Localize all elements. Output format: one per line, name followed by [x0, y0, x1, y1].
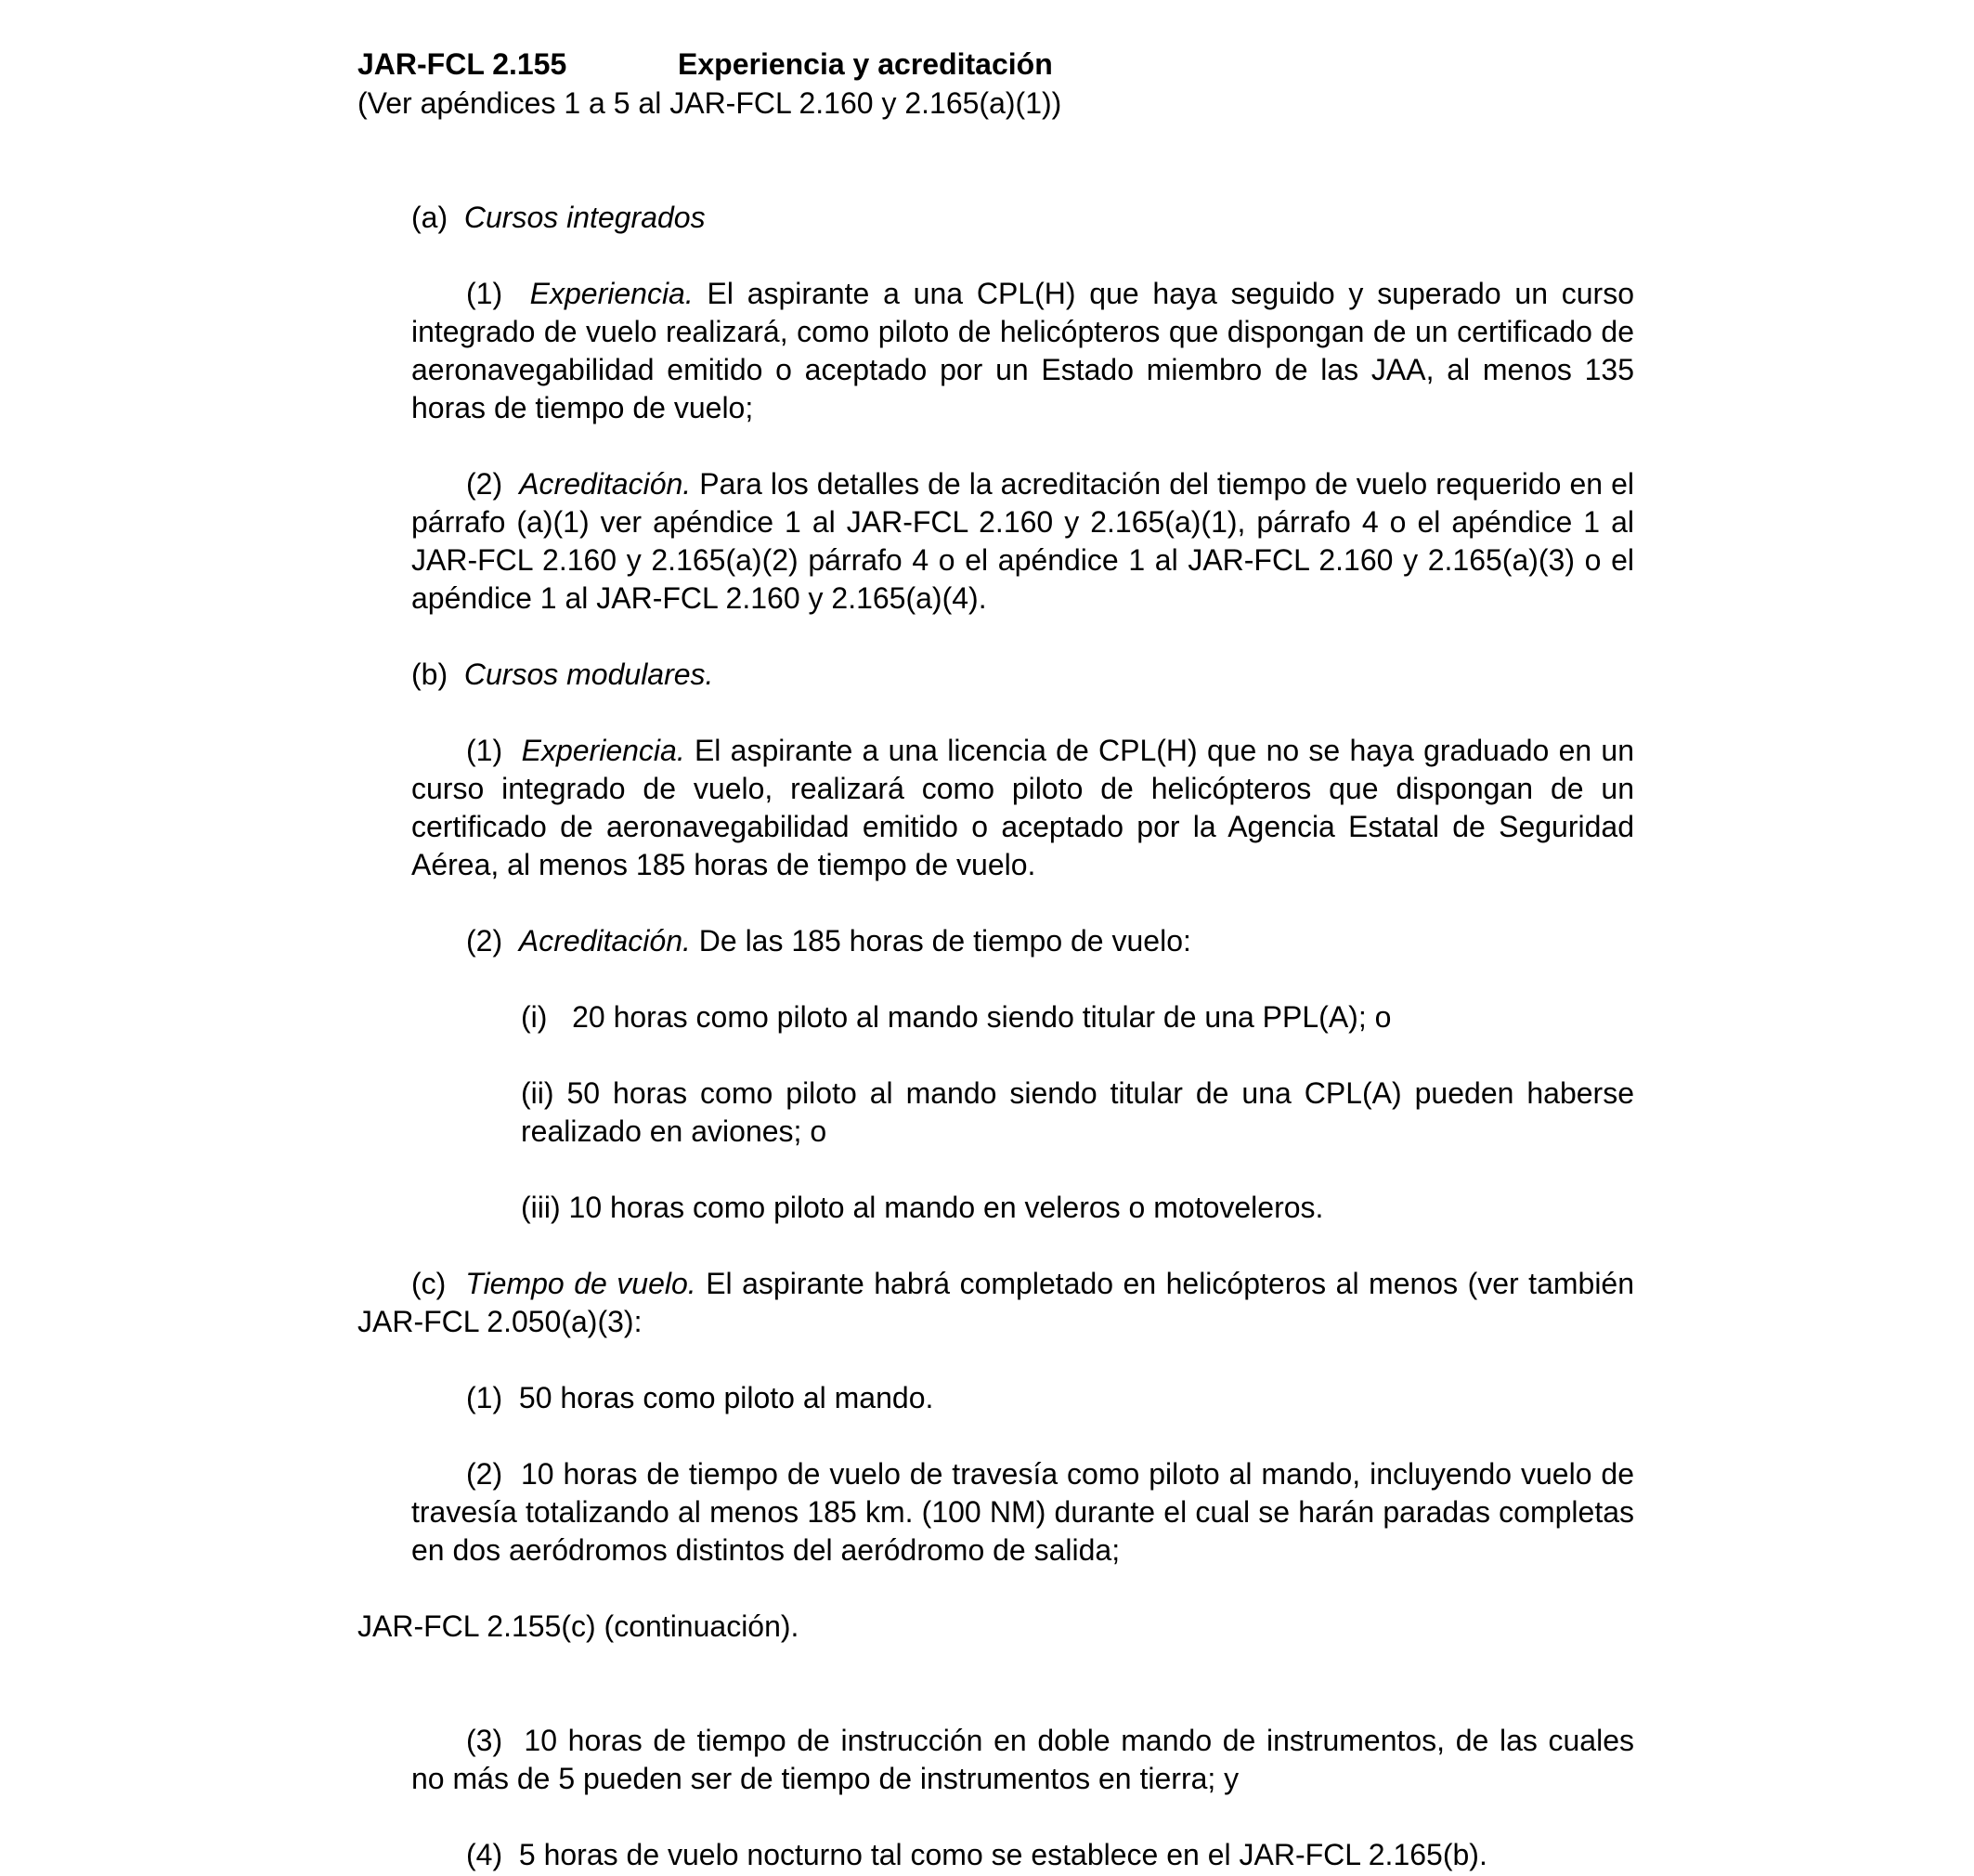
- subitem-text: 50 horas como piloto al mando siendo titular de una CPL(A) pueden haberse realizado en aviones; o: [521, 1076, 1635, 1148]
- paragraph-c1: [466, 1379, 1634, 1417]
- document-body: [357, 45, 1634, 1874]
- subsection-c-marker: (c): [411, 1267, 447, 1300]
- subsection-c-text: El aspirante habrá completado en helicópteros al menos (ver también JAR-FCL 2.050(a)(3):: [357, 1267, 1635, 1338]
- section-code: JAR-FCL 2.155: [357, 47, 567, 81]
- paragraph-b2: [466, 922, 1634, 960]
- subitem-text: 10 horas como piloto al mando en veleros o motoveleros.: [568, 1191, 1324, 1224]
- paragraph-a2-title: Acreditación.: [519, 467, 692, 501]
- paragraph-c-marker: (3): [466, 1724, 503, 1757]
- paragraph-b1: [411, 732, 1634, 884]
- paragraph-c-marker: (1): [466, 1381, 503, 1414]
- subitem-b2-ii: [521, 1075, 1634, 1151]
- paragraph-c-text: 10 horas de tiempo de instrucción en doble mando de instrumentos, de las cuales no más de 5 pueden ser de tiempo de instrumentos en tierra; y: [411, 1724, 1635, 1795]
- subitem-text: 20 horas como piloto al mando siendo titular de una PPL(A); o: [572, 1000, 1392, 1034]
- paragraph-c-marker: (4): [466, 1838, 503, 1871]
- subsection-c: [357, 1265, 1634, 1341]
- paragraph-a1: [411, 275, 1634, 427]
- subsection-a-title: Cursos integrados: [463, 201, 706, 234]
- paragraph-b2-text: De las 185 horas de tiempo de vuelo:: [698, 924, 1191, 958]
- subsection-b-title: Cursos modulares.: [463, 658, 714, 691]
- paragraph-c-text: 10 horas de tiempo de vuelo de travesía como piloto al mando, incluyendo vuelo de travesía totalizando al menos 185 km. (100 NM) durante el cual se harán paradas completas en dos aeródromos distintos del aeródromo de salida;: [411, 1457, 1635, 1567]
- paragraph-b1-text: El aspirante a una licencia de CPL(H) que no se haya graduado en un curso integrado de vuelo, realizará como piloto de helicópteros que dispongan de un certificado de aeronavegabilidad emitido o aceptado por la Agencia Estatal de Seguridad Aérea, al menos 185 horas de tiempo de vuelo.: [411, 734, 1635, 881]
- paragraph-c-marker: (2): [466, 1457, 503, 1491]
- paragraph-a1-marker: (1): [466, 277, 503, 310]
- paragraph-c-text: 50 horas como piloto al mando.: [518, 1381, 934, 1414]
- paragraph-c4: [466, 1836, 1634, 1874]
- paragraph-b1-marker: (1): [466, 734, 503, 767]
- paragraph-b1-title: Experiencia.: [521, 734, 685, 767]
- subitem-marker: (ii): [521, 1076, 554, 1110]
- subsection-a-heading: [411, 199, 1634, 237]
- section-title: Experiencia y acreditación: [678, 47, 1053, 81]
- subitem-marker: (i): [521, 1000, 548, 1034]
- paragraph-a2: [411, 465, 1634, 618]
- paragraph-c2: [411, 1455, 1634, 1570]
- section-subtitle: (Ver apéndices 1 a 5 al JAR-FCL 2.160 y 2.165(a)(1)): [357, 86, 1062, 120]
- subitem-marker: (iii): [521, 1191, 561, 1224]
- subitem-b2-iii: [521, 1189, 1634, 1227]
- subsection-b-heading: [411, 656, 1634, 694]
- section-heading: [357, 45, 1634, 84]
- paragraph-c3: [411, 1722, 1634, 1798]
- paragraph-a1-title: Experiencia.: [529, 277, 694, 310]
- paragraph-a2-text: Para los detalles de la acreditación del tiempo de vuelo requerido en el párrafo (a)(1) ver apéndice 1 al JAR-FCL 2.160 y 2.165(a)(1), párrafo 4 o el apéndice 1 al JAR-FCL 2.160 y 2.165(a)(2) párrafo 4 o el apéndice 1 al JAR-FCL 2.160 y 2.165(a)(3) o el apéndice 1 al JAR-FCL 2.160 y 2.165(a)(4).: [411, 467, 1635, 615]
- subitem-b2-i: [521, 998, 1634, 1036]
- subsection-c-title: Tiempo de vuelo.: [465, 1267, 696, 1300]
- paragraph-b2-marker: (2): [466, 924, 503, 958]
- continuation-heading: JAR-FCL 2.155(c) (continuación).: [357, 1609, 799, 1643]
- paragraph-c-text: 5 horas de vuelo nocturno tal como se establece en el JAR-FCL 2.165(b).: [518, 1838, 1487, 1871]
- paragraph-b2-title: Acreditación.: [518, 924, 691, 958]
- subsection-a-marker: (a): [411, 201, 448, 234]
- paragraph-a2-marker: (2): [466, 467, 503, 501]
- subsection-b-marker: (b): [411, 658, 448, 691]
- paragraph-a1-text: El aspirante a una CPL(H) que haya seguido y superado un curso integrado de vuelo realizará, como piloto de helicópteros que dispongan de un certificado de aeronavegabilidad emitido o aceptado por un Estado miembro de las JAA, al menos 135 horas de tiempo de vuelo;: [411, 277, 1635, 424]
